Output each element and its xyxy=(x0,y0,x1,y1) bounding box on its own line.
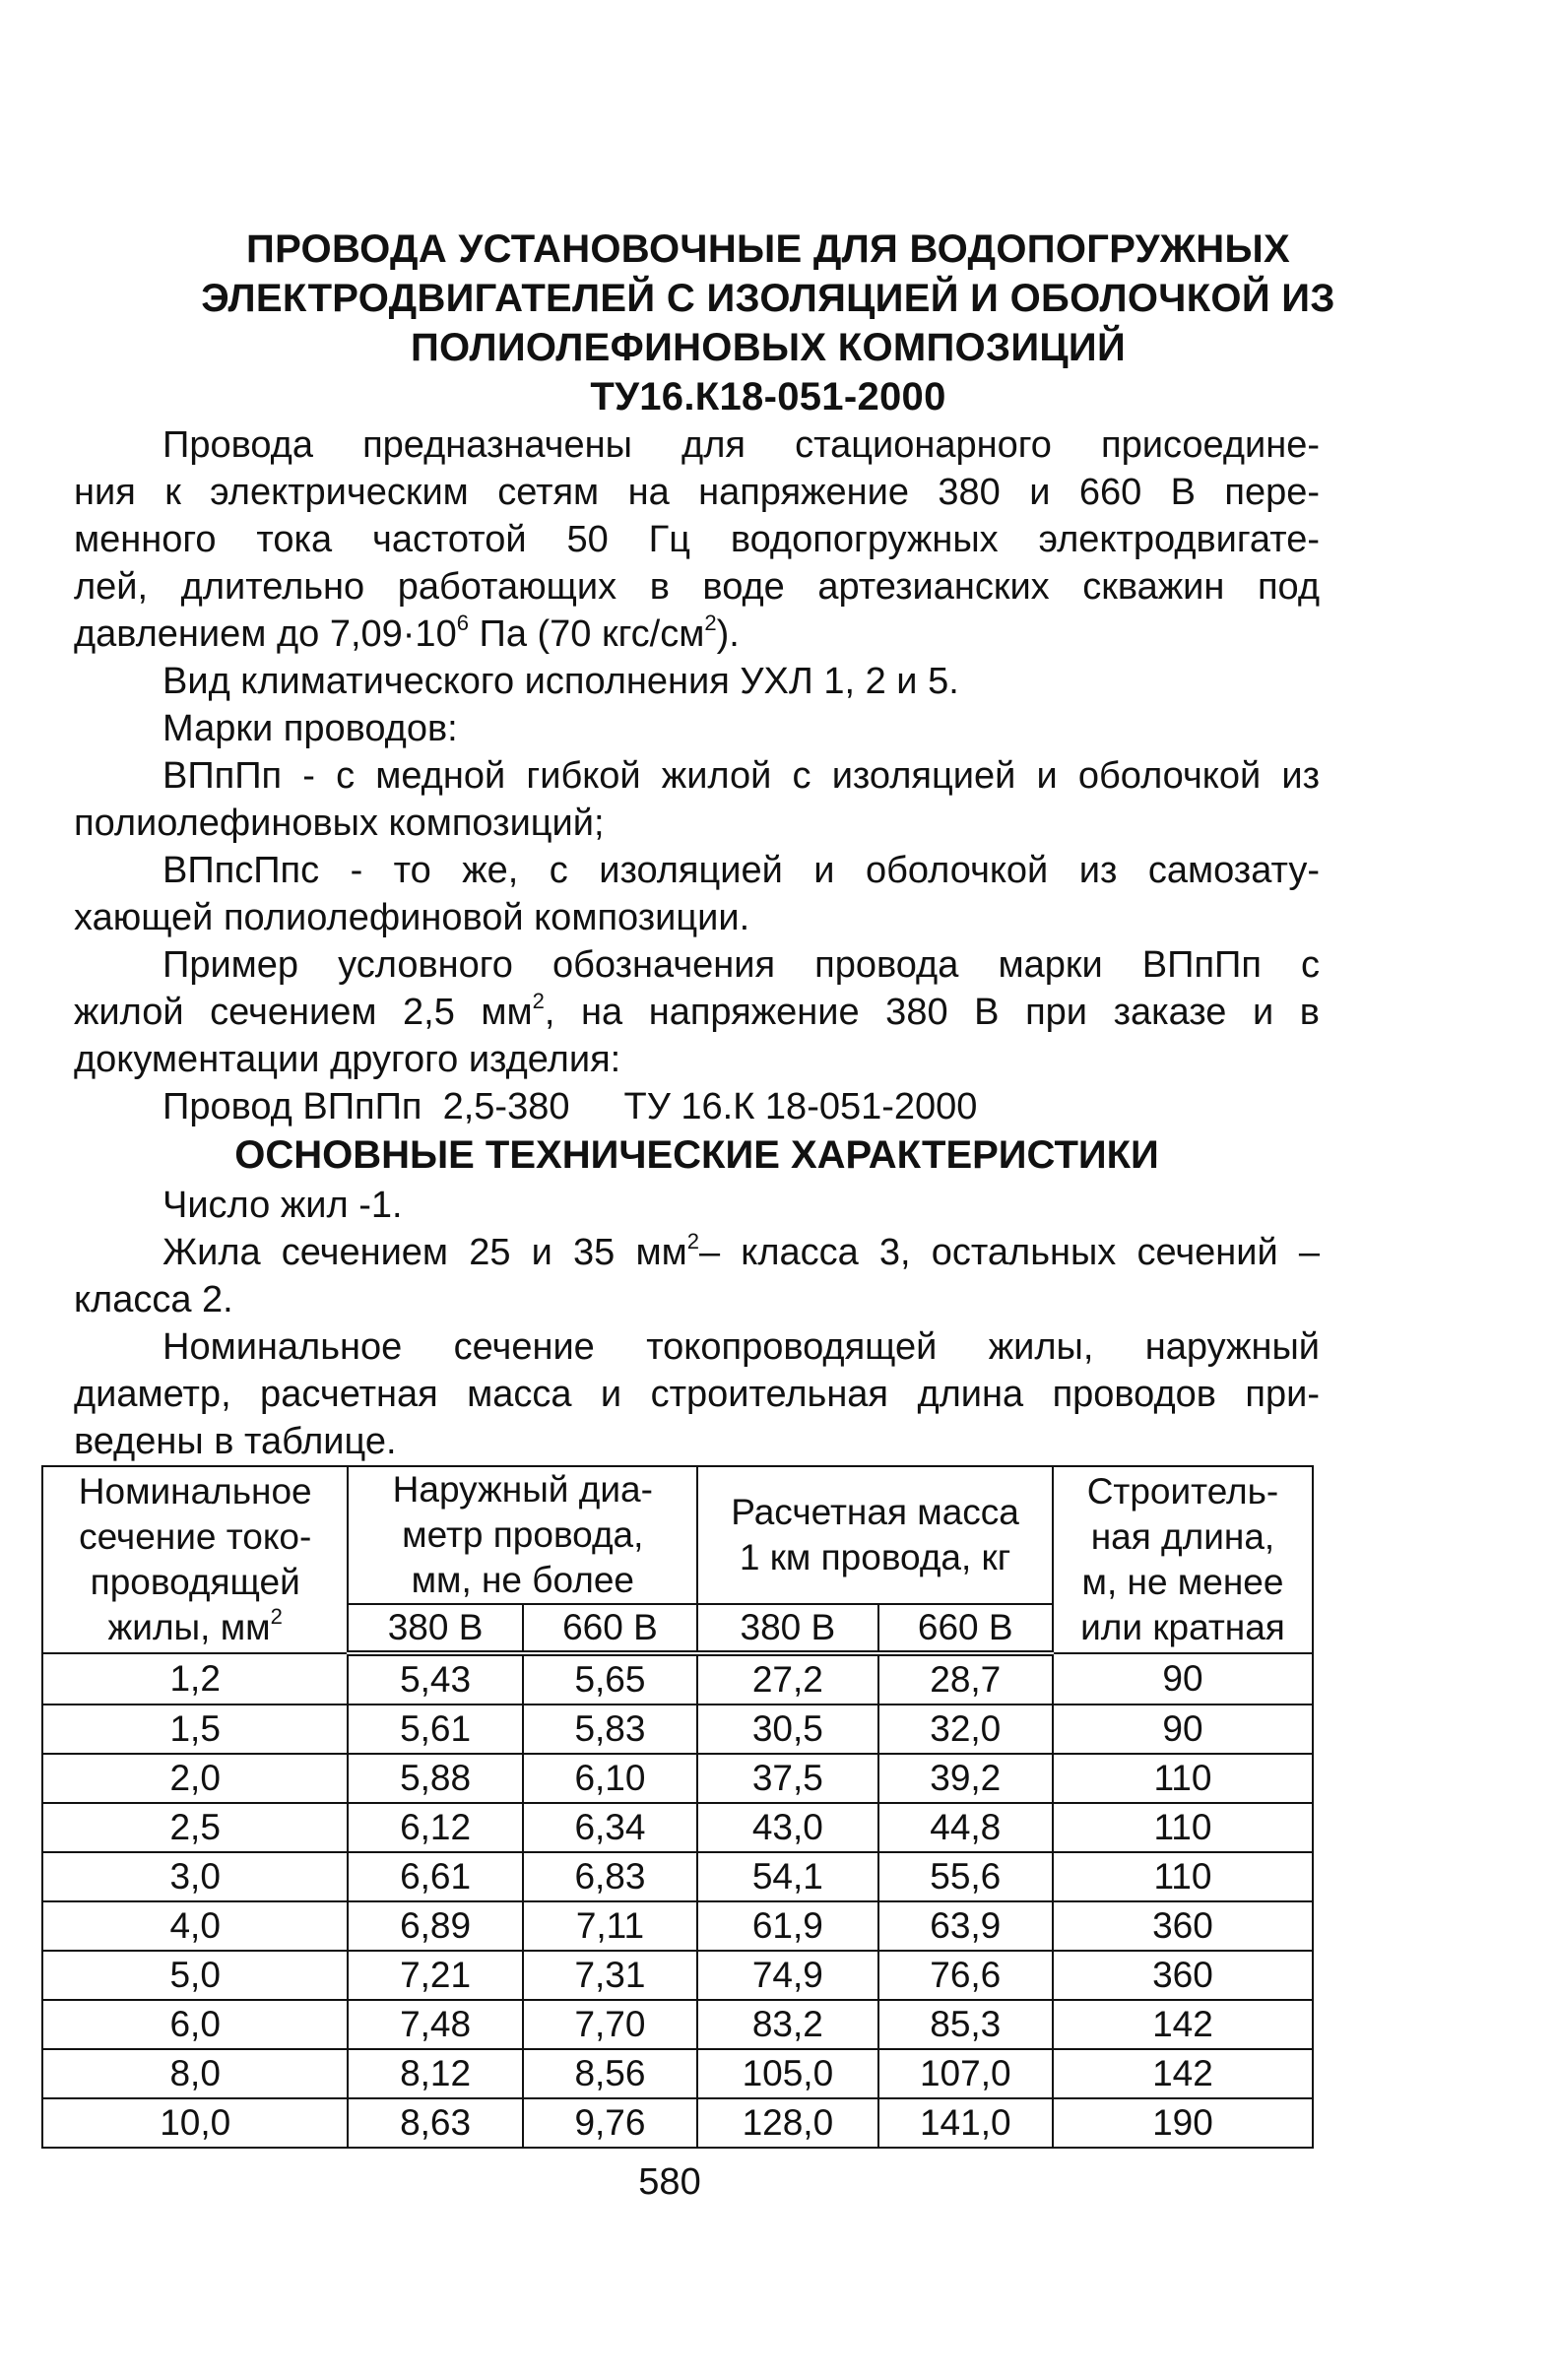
subheader-cell: 380 В xyxy=(348,1604,522,1653)
cores-paragraph: Число жил -1. xyxy=(162,1185,403,1226)
superscript: 2 xyxy=(270,1604,283,1629)
standard-number: ТУ16.К18-051-2000 xyxy=(590,375,946,418)
text-fragment: ). xyxy=(716,613,740,655)
table-row xyxy=(42,2098,1313,2148)
table-cell: 6,83 xyxy=(523,1852,697,1901)
table-cell: 63,9 xyxy=(878,1901,1053,1951)
designation-example xyxy=(74,1083,1320,1130)
table-cell: 5,43 xyxy=(348,1653,522,1705)
superscript: 2 xyxy=(532,989,545,1013)
designation-wire: Провод ВПпПп 2,5-380 xyxy=(162,1086,570,1127)
brand-2-paragraph xyxy=(74,847,1320,941)
table-cell: 8,63 xyxy=(348,2098,522,2148)
subheader-cell: 660 В xyxy=(523,1604,697,1653)
header-text: мм, не более xyxy=(411,1560,634,1600)
header-text: Наружный диа- xyxy=(392,1469,653,1510)
table-cell: 5,0 xyxy=(42,1951,348,2000)
brand-1-paragraph xyxy=(74,752,1320,847)
text-line xyxy=(74,611,1320,658)
header-construction-length xyxy=(1053,1466,1313,1653)
table-cell: 39,2 xyxy=(878,1754,1053,1803)
text-line: ВПпПп - с медной гибкой жилой с изоляцией и оболочкой из xyxy=(162,755,1320,797)
table-cell: 30,5 xyxy=(697,1705,877,1754)
text-line: диаметр, расчетная масса и строительная длина проводов при- xyxy=(74,1374,1320,1415)
table-cell: 6,34 xyxy=(523,1803,697,1852)
text-fragment: Жила сечением 25 и 35 мм xyxy=(162,1232,687,1273)
table-cell: 6,61 xyxy=(348,1852,522,1901)
header-text: ная длина, xyxy=(1090,1516,1275,1557)
table-cell: 142 xyxy=(1053,2049,1313,2098)
text-fragment: жилой сечением 2,5 мм xyxy=(74,992,533,1033)
table-cell: 54,1 xyxy=(697,1852,877,1901)
text-fragment: – класса 3, остальных сечений – xyxy=(698,1232,1320,1273)
table-row xyxy=(42,2000,1313,2049)
table-body xyxy=(42,1653,1313,2148)
table-row xyxy=(42,1901,1313,1951)
header-calculated-mass xyxy=(697,1466,1053,1604)
table-cell: 141,0 xyxy=(878,2098,1053,2148)
header-text-fragment: жилы, мм xyxy=(107,1607,271,1647)
text-line: хающей полиолефиновой композиции. xyxy=(74,897,750,938)
document-title xyxy=(59,225,1477,421)
table-cell: 37,5 xyxy=(697,1754,877,1803)
table-cell: 8,0 xyxy=(42,2049,348,2098)
table-cell: 28,7 xyxy=(878,1653,1053,1705)
table-cell: 142 xyxy=(1053,2000,1313,2049)
table-cell: 110 xyxy=(1053,1754,1313,1803)
table-row xyxy=(42,2049,1313,2098)
superscript: 2 xyxy=(686,1229,699,1254)
text-line: лей, длительно работающих в воде артезианских скважин под xyxy=(74,566,1320,608)
table-cell: 190 xyxy=(1053,2098,1313,2148)
text-line xyxy=(74,989,1320,1036)
table-cell: 4,0 xyxy=(42,1901,348,1951)
table-row xyxy=(42,1951,1313,2000)
table-cell: 74,9 xyxy=(697,1951,877,2000)
designation-standard: ТУ 16.К 18-051-2000 xyxy=(623,1086,978,1127)
table-cell: 7,48 xyxy=(348,2000,522,2049)
example-paragraph xyxy=(74,941,1320,1083)
header-text: проводящей xyxy=(90,1562,300,1602)
table-intro-paragraph xyxy=(74,1323,1320,1465)
superscript: 6 xyxy=(456,611,469,635)
header-nominal-section xyxy=(42,1466,348,1653)
table-cell: 90 xyxy=(1053,1705,1313,1754)
text-fragment: давлением до 7,09·10 xyxy=(74,613,457,655)
table-cell: 110 xyxy=(1053,1852,1313,1901)
header-text: 1 км провода, кг xyxy=(739,1537,1011,1577)
header-text: Номинальное xyxy=(78,1471,312,1512)
table-cell: 105,0 xyxy=(697,2049,877,2098)
table-cell: 5,88 xyxy=(348,1754,522,1803)
table-cell: 6,89 xyxy=(348,1901,522,1951)
header-outer-diameter xyxy=(348,1466,697,1604)
table-cell: 7,31 xyxy=(523,1951,697,2000)
table-cell: 32,0 xyxy=(878,1705,1053,1754)
table-cell: 90 xyxy=(1053,1653,1313,1705)
header-text: или кратная xyxy=(1080,1607,1285,1647)
text-fragment: , на напряжение 380 В при заказе и в xyxy=(544,992,1320,1033)
table-cell: 2,5 xyxy=(42,1803,348,1852)
specs-text xyxy=(74,1182,1320,1465)
subheader-cell: 660 В xyxy=(878,1604,1053,1653)
table-row xyxy=(42,1705,1313,1754)
table-cell: 10,0 xyxy=(42,2098,348,2148)
table-cell: 9,76 xyxy=(523,2098,697,2148)
body-text xyxy=(74,421,1320,1130)
title-line-3: ПОЛИОЛЕФИНОВЫХ КОМПОЗИЦИЙ xyxy=(410,326,1126,369)
table-cell: 3,0 xyxy=(42,1852,348,1901)
table-cell: 61,9 xyxy=(697,1901,877,1951)
intro-paragraph xyxy=(74,421,1320,658)
table-cell: 360 xyxy=(1053,1951,1313,2000)
text-line: ВПпсПпс - то же, с изоляцией и оболочкой из самозату- xyxy=(162,850,1320,891)
table-row xyxy=(42,1803,1313,1852)
table-cell: 107,0 xyxy=(878,2049,1053,2098)
table-cell: 5,65 xyxy=(523,1653,697,1705)
page-number: 580 xyxy=(638,2161,701,2203)
table-cell: 2,0 xyxy=(42,1754,348,1803)
table-cell: 360 xyxy=(1053,1901,1313,1951)
text-line: класса 2. xyxy=(74,1279,233,1320)
title-line-2: ЭЛЕКТРОДВИГАТЕЛЕЙ С ИЗОЛЯЦИЕЙ И ОБОЛОЧКОЙ ИЗ xyxy=(201,277,1335,320)
table-cell: 43,0 xyxy=(697,1803,877,1852)
core-class-paragraph xyxy=(74,1229,1320,1323)
title-line-1: ПРОВОДА УСТАНОВОЧНЫЕ ДЛЯ ВОДОПОГРУЖНЫХ xyxy=(246,227,1290,271)
specs-table xyxy=(41,1465,1314,2149)
table-cell: 27,2 xyxy=(697,1653,877,1705)
table-cell: 128,0 xyxy=(697,2098,877,2148)
table-cell: 110 xyxy=(1053,1803,1313,1852)
table-row xyxy=(42,1754,1313,1803)
table-cell: 8,56 xyxy=(523,2049,697,2098)
table-cell: 8,12 xyxy=(348,2049,522,2098)
table-cell: 44,8 xyxy=(878,1803,1053,1852)
text-line: Провода предназначены для стационарного присоедине- xyxy=(162,424,1320,466)
text-line: ведены в таблице. xyxy=(74,1421,397,1462)
table-cell: 83,2 xyxy=(697,2000,877,2049)
table-cell: 5,61 xyxy=(348,1705,522,1754)
text-line: документации другого изделия: xyxy=(74,1039,621,1080)
table-cell: 6,12 xyxy=(348,1803,522,1852)
text-line: ния к электрическим сетям на напряжение 380 и 660 В пере- xyxy=(74,472,1320,513)
text-line: полиолефиновых композиций; xyxy=(74,803,605,844)
header-text: сечение токо- xyxy=(79,1516,312,1557)
text-line: Пример условного обозначения провода марки ВПпПп с xyxy=(162,944,1320,986)
table-cell: 6,10 xyxy=(523,1754,697,1803)
table-cell: 6,0 xyxy=(42,2000,348,2049)
specs-heading: ОСНОВНЫЕ ТЕХНИЧЕСКИЕ ХАРАКТЕРИСТИКИ xyxy=(234,1133,1159,1177)
table-row xyxy=(42,1852,1313,1901)
table-cell: 7,70 xyxy=(523,2000,697,2049)
table-cell: 1,5 xyxy=(42,1705,348,1754)
text-line: Номинальное сечение токопроводящей жилы, наружный xyxy=(162,1326,1320,1368)
header-text: м, не менее xyxy=(1081,1562,1284,1602)
header-text xyxy=(47,1605,343,1650)
table-cell: 55,6 xyxy=(878,1852,1053,1901)
table-cell: 5,83 xyxy=(523,1705,697,1754)
climate-paragraph: Вид климатического исполнения УХЛ 1, 2 и 5. xyxy=(162,661,959,702)
header-text: Расчетная масса xyxy=(731,1492,1019,1532)
table-cell: 7,21 xyxy=(348,1951,522,2000)
text-fragment: Па (70 кгс/см xyxy=(468,613,705,655)
table-cell: 1,2 xyxy=(42,1653,348,1705)
superscript: 2 xyxy=(704,611,717,635)
table-header-row xyxy=(42,1466,1313,1604)
table-row xyxy=(42,1653,1313,1705)
text-line: менного тока частотой 50 Гц водопогружных электродвигате- xyxy=(74,519,1320,560)
table-cell: 76,6 xyxy=(878,1951,1053,2000)
header-text: Строитель- xyxy=(1086,1471,1279,1512)
subheader-cell: 380 В xyxy=(697,1604,877,1653)
header-text: метр провода, xyxy=(402,1514,644,1555)
text-line xyxy=(74,1229,1320,1276)
brands-label: Марки проводов: xyxy=(162,708,458,749)
table-cell: 7,11 xyxy=(523,1901,697,1951)
table-cell: 85,3 xyxy=(878,2000,1053,2049)
